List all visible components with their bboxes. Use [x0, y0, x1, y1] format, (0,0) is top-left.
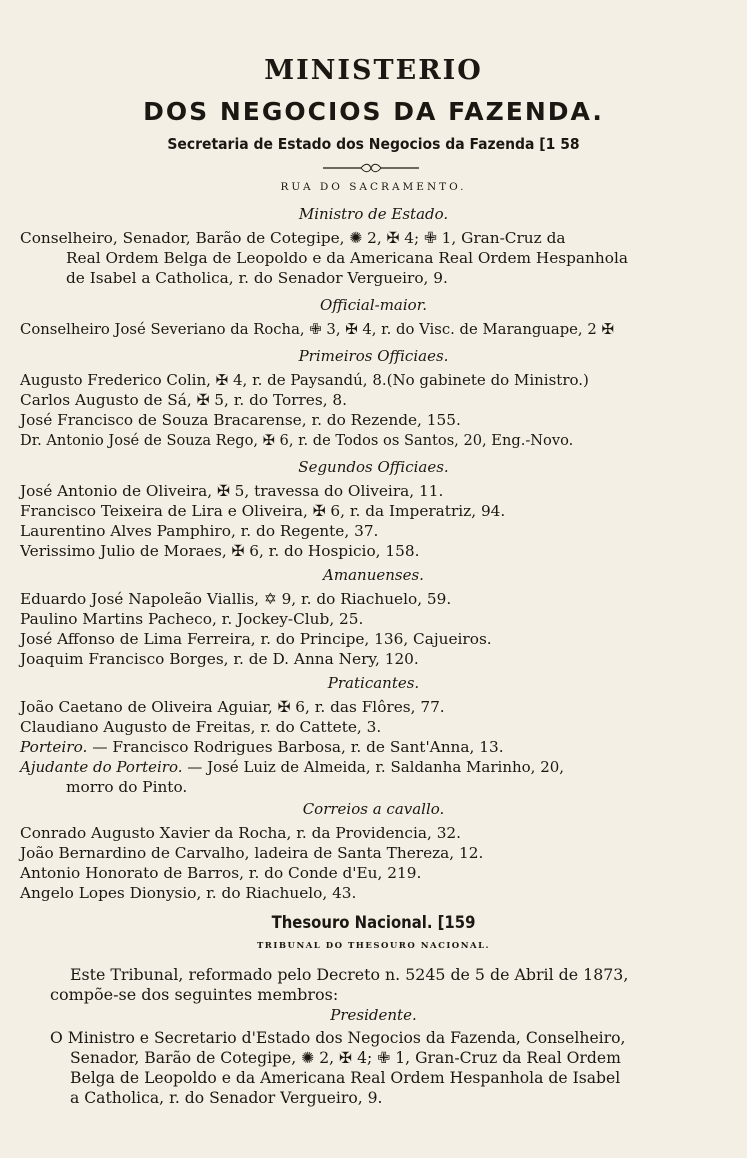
amanuenses-line-4: Joaquim Francisco Borges, r. de D. Anna Nery, 120. — [20, 650, 419, 668]
porteiro-line — [20, 738, 720, 757]
ajudante-text: — José Luiz de Almeida, r. Saldanha Marinho, 20, — [182, 758, 565, 776]
section-presidente-heading: Presidente. — [330, 1006, 417, 1024]
ajudante-line-cont: morro do Pinto. — [66, 778, 188, 796]
correios-line-2: João Bernardino de Carvalho, ladeira de Santa Thereza, 12. — [20, 844, 484, 862]
section-amanuenses-heading: Amanuenses. — [323, 566, 424, 584]
thesouro-intro-1: Este Tribunal, reformado pelo Decreto n. 5245 de 5 de Abril de 1873, — [70, 965, 629, 984]
section-correios-heading: Correios a cavallo. — [302, 800, 445, 818]
porteiro-text: — Francisco Rodrigues Barbosa, r. de Sant'Anna, 13. — [87, 738, 504, 756]
presidente-line-1: O Ministro e Secretario d'Estado dos Negocios da Fazenda, Conselheiro, — [50, 1029, 626, 1047]
primeiros-line-1: Augusto Frederico Colin, ✠ 4, r. de Paysandú, 8.(No gabinete do Ministro.) — [20, 371, 589, 389]
section-segundos-heading: Segundos Officiaes. — [298, 458, 449, 476]
section-praticantes-heading: Praticantes. — [327, 674, 420, 692]
thesouro-intro-2: compõe-se dos seguintes membros: — [50, 985, 339, 1004]
street-line: RUA DO SACRAMENTO. — [280, 181, 467, 193]
thesouro-subtitle: TRIBUNAL DO THESOURO NACIONAL. — [256, 941, 491, 951]
thesouro-title: Thesouro Nacional. [159 — [271, 913, 476, 932]
section-official-maior-heading: Official-maior. — [319, 296, 427, 314]
correios-line-3: Antonio Honorato de Barros, r. do Conde d'Eu, 219. — [20, 864, 422, 882]
section-ministro-heading: Ministro de Estado. — [298, 205, 449, 223]
primeiros-line-3: José Francisco de Souza Bracarense, r. do Rezende, 155. — [20, 411, 461, 429]
official-maior-line: Conselheiro José Severiano da Rocha, ✙ 3, ✠ 4, r. do Visc. de Maranguape, 2 ✠ — [20, 321, 614, 338]
primeiros-line-4: Dr. Antonio José de Souza Rego, ✠ 6, r. de Todos os Santos, 20, Eng.-Novo. — [20, 432, 574, 449]
segundos-line-2: Francisco Teixeira de Lira e Oliveira, ✠ 6, r. da Imperatriz, 94. — [20, 502, 506, 520]
primeiros-line-2: Carlos Augusto de Sá, ✠ 5, r. do Torres, 8. — [20, 391, 348, 409]
page-title: MINISTERIO — [264, 55, 483, 86]
amanuenses-line-3: José Affonso de Lima Ferreira, r. do Principe, 136, Cajueiros. — [20, 630, 492, 648]
ajudante-label: Ajudante do Porteiro. — [20, 758, 183, 776]
porteiro-label: Porteiro. — [20, 738, 88, 756]
ministro-line-1: Conselheiro, Senador, Barão de Cotegipe, ✺ 2, ✠ 4; ✙ 1, Gran-Cruz da — [20, 229, 566, 247]
presidente-line-2: Senador, Barão de Cotegipe, ✺ 2, ✠ 4; ✙ 1, Gran-Cruz da Real Ordem — [70, 1049, 621, 1067]
ajudante-line — [20, 758, 720, 777]
presidente-line-3: Belga de Leopoldo e da Americana Real Ordem Hespanhola de Isabel — [70, 1069, 621, 1087]
secretaria-heading: Secretaria de Estado dos Negocios da Fazenda [1 58 — [167, 135, 580, 153]
segundos-line-1: José Antonio de Oliveira, ✠ 5, travessa do Oliveira, 11. — [20, 482, 444, 500]
amanuenses-line-1: Eduardo José Napoleão Viallis, ✡ 9, r. do Riachuelo, 59. — [20, 590, 452, 608]
ornament-divider-icon — [323, 163, 419, 173]
page-subtitle: DOS NEGOCIOS DA FAZENDA. — [143, 97, 604, 126]
correios-line-4: Angelo Lopes Dionysio, r. do Riachuelo, 43. — [20, 884, 357, 902]
presidente-line-4: a Catholica, r. do Senador Vergueiro, 9. — [70, 1089, 383, 1107]
ministro-line-2: Real Ordem Belga de Leopoldo e da Americana Real Ordem Hespanhola — [66, 249, 628, 267]
praticantes-line-1: João Caetano de Oliveira Aguiar, ✠ 6, r. das Flôres, 77. — [20, 698, 445, 716]
correios-line-1: Conrado Augusto Xavier da Rocha, r. da Providencia, 32. — [20, 824, 462, 842]
segundos-line-4: Verissimo Julio de Moraes, ✠ 6, r. do Hospicio, 158. — [20, 542, 420, 560]
ministro-line-3: de Isabel a Catholica, r. do Senador Vergueiro, 9. — [66, 269, 448, 287]
amanuenses-line-2: Paulino Martins Pacheco, r. Jockey-Club, 25. — [20, 610, 364, 628]
section-primeiros-heading: Primeiros Officiaes. — [298, 347, 449, 365]
praticantes-line-2: Claudiano Augusto de Freitas, r. do Cattete, 3. — [20, 718, 382, 736]
segundos-line-3: Laurentino Alves Pamphiro, r. do Regente, 37. — [20, 522, 379, 540]
